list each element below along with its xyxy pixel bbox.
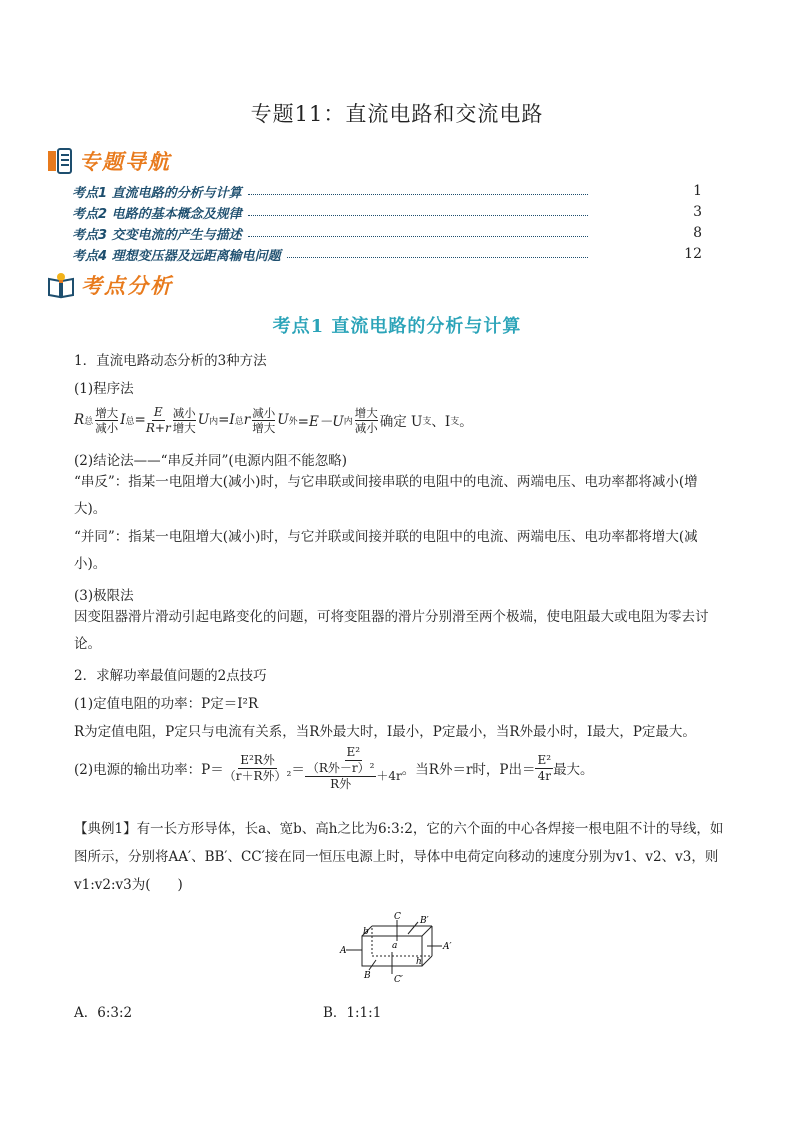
procedure-formula: [74, 398, 473, 442]
fraction-numerator: （R外－r）²: [306, 760, 375, 775]
arrow-condition: [95, 406, 118, 435]
formula-text: ＋4r: [376, 768, 402, 783]
nav-banner: [47, 144, 171, 178]
section-heading: 考点1 直流电路的分析与计算: [272, 316, 522, 337]
toc-leader: [287, 257, 588, 258]
book-bulb-icon: [47, 271, 75, 299]
option-a[interactable]: A．6:3:2: [74, 1005, 133, 1021]
formula-text: 支: [450, 416, 460, 427]
nav-banner-label: 专题导航: [79, 150, 171, 174]
paragraph: 因变阻器滑片滑动引起电路变化的问题，可将变阻器的滑片分别滑至两个极端，使电阻最大或电阻为零去讨论。: [74, 609, 709, 652]
formula-text: 总: [125, 416, 135, 427]
method-label: (3)极限法: [74, 588, 134, 604]
fig-label-C: C: [394, 912, 401, 922]
fraction: [305, 745, 402, 792]
formula-text: 外: [288, 416, 298, 427]
formula-text: 最大。: [553, 762, 594, 778]
conductor-figure: [336, 912, 460, 984]
arrow-line: [355, 420, 378, 421]
fraction: [146, 405, 171, 436]
toc-leader: [248, 236, 588, 237]
formula-text: (2)电源的输出功率：P＝: [74, 762, 224, 778]
toc-label: 考点1 直流电路的分析与计算: [72, 185, 242, 201]
toc-label: 考点4 理想变压器及远距离输电问题: [72, 248, 281, 264]
analysis-banner: [47, 268, 173, 302]
fraction-denominator: （r＋R外）²: [223, 768, 292, 783]
guide-icon: [47, 147, 73, 175]
toc-item[interactable]: [72, 223, 702, 243]
arrow-top-text: 增大: [354, 405, 378, 420]
arrow-top-text: 减小: [172, 405, 196, 420]
formula-text: 。: [459, 414, 473, 430]
subsection-title: 2．求解功率最值问题的2点技巧: [74, 668, 267, 684]
arrow-line: [95, 420, 118, 421]
fraction-denominator: 4r: [537, 768, 551, 783]
arrow-bottom-text: 增大: [172, 420, 196, 435]
toc-page: 1: [693, 183, 702, 199]
fraction-numerator: E²: [346, 744, 361, 759]
fig-label-A: A: [340, 946, 347, 956]
method-label: (2)结论法——“串反并同”(电源内阻不能忽略): [74, 453, 347, 469]
toc-leader: [248, 194, 588, 195]
fraction: [535, 753, 553, 784]
option-b[interactable]: B．1:1:1: [323, 1005, 382, 1021]
formula-text: R: [74, 412, 85, 428]
formula-text: 确定 U: [379, 414, 423, 430]
fig-label-b: b: [363, 927, 369, 937]
formula-text: 、I: [431, 414, 451, 430]
arrow-bottom-text: 减小: [95, 420, 119, 435]
toc-label: 考点3 交变电流的产生与描述: [72, 227, 242, 243]
formula-text: 内: [209, 416, 219, 427]
arrow-bottom-text: 减小: [354, 420, 378, 435]
formula-text: U: [277, 412, 289, 428]
toc-item[interactable]: [72, 181, 702, 201]
arrow-condition: [355, 406, 378, 435]
paragraph: “串反”：指某一电阻增大(减小)时，与它串联或间接串联的电阻中的电流、两端电压、电功率都将减小(增大)。: [74, 474, 698, 517]
fraction: [224, 753, 292, 784]
formula-text: ＝: [291, 762, 305, 778]
formula-text: 总: [84, 416, 94, 427]
formula-text: 内: [343, 416, 353, 427]
formula-text: U: [197, 412, 210, 428]
fig-label-C-prime: C′: [394, 975, 403, 984]
arrow-top-text: 增大: [95, 405, 119, 420]
fraction-denominator: R外: [330, 776, 352, 791]
arrow-top-text: 减小: [252, 405, 276, 420]
fig-label-A-prime: A′: [443, 942, 452, 952]
arrow-condition: [173, 406, 196, 435]
formula-text: 支: [422, 416, 432, 427]
fig-label-B: B: [364, 971, 371, 981]
toc-page: 3: [693, 204, 702, 220]
toc-page: 12: [684, 246, 702, 262]
arrow-condition: [252, 406, 275, 435]
formula-text: =I: [218, 412, 235, 428]
formula-text: =: [134, 412, 146, 428]
paragraph: R为定值电阻，P定只与电流有关系，当R外最大时，I最小，P定最小，当R外最小时，I最大，P定最大。: [74, 724, 696, 740]
page-title: 专题11：直流电路和交流电路: [250, 102, 544, 126]
analysis-banner-label: 考点分析: [81, 274, 173, 298]
output-power-formula: [74, 744, 594, 792]
toc-label: 考点2 电路的基本概念及规律: [72, 206, 242, 222]
nested-fraction: [305, 761, 377, 792]
method-label: (1)程序法: [74, 381, 134, 397]
fig-label-B-prime: B′: [420, 916, 429, 926]
arrow-line: [173, 420, 196, 421]
fraction-numerator: E: [153, 404, 163, 419]
formula-text: I: [120, 412, 126, 428]
toc-item[interactable]: [72, 202, 702, 222]
arrow-bottom-text: 增大: [252, 420, 276, 435]
formula-text: =E－U: [297, 414, 344, 430]
toc-item[interactable]: [72, 244, 702, 264]
subsection-title: 1．直流电路动态分析的3种方法: [74, 353, 267, 369]
formula-text: r: [243, 412, 251, 428]
fraction-denominator: [305, 761, 402, 792]
toc-page: 8: [693, 225, 702, 241]
fig-label-h: h: [416, 957, 422, 967]
fraction-denominator: R+r: [145, 420, 171, 435]
formula-text: 。当R外＝r时，P出＝: [401, 762, 536, 778]
formula-line: (1)定值电阻的功率：P定＝I²R: [74, 696, 259, 712]
toc-leader: [248, 215, 588, 216]
fig-label-a: a: [392, 941, 398, 951]
paragraph: “并同”：指某一电阻增大(减小)时，与它并联或间接并联的电阻中的电流、两端电压、电功率都将增大(减小)。: [74, 529, 698, 572]
arrow-line: [252, 420, 275, 421]
fraction-numerator: E²R外: [240, 752, 275, 767]
formula-text: 总: [234, 416, 244, 427]
example-question: 【典例1】有一长方形导体，长a、宽b、高h之比为6:3:2，它的六个面的中心各焊接一根电阻不计的导线，如图所示，分别将AA′、BB′、CC′接在同一恒压电源上时，导体中电荷定向移动的速度分别为v1、v2、v3，则v1:v2:v3为( ): [74, 821, 724, 893]
fraction-numerator: E²: [537, 752, 552, 767]
